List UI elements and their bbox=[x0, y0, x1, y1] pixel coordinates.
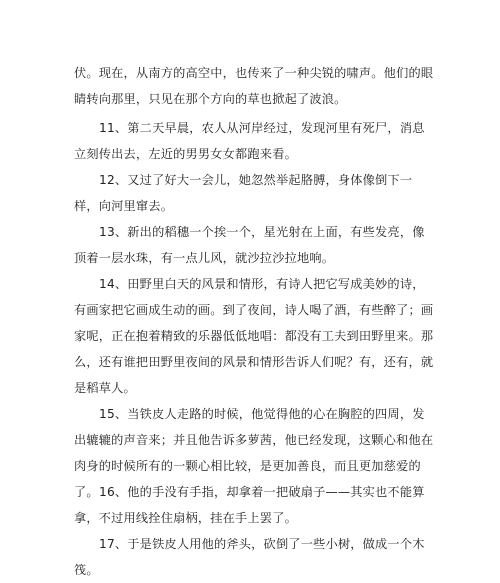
paragraph-16: 16、他的手没有手指，却拿着一把破扇子——其实也不能算拿，不过用线拴住扇柄，挂在手上罢了。 bbox=[74, 485, 425, 525]
paragraph-13: 13、新出的稻穗一个挨一个，星光射在上面，有些发亮，像顶着一层水珠，有一点儿风，就沙拉沙拉地响。 bbox=[74, 225, 425, 265]
paragraph-14: 14、田野里白天的风景和情形，有诗人把它写成美妙的诗，有画家把它画成生动的画。到了夜间，诗人喝了酒，有些醉了；画家呢，正在抱着精致的乐器低低地唱：都没有工夫到田野里来。那么，还有谁把田野里夜间的风景和情形告诉人们呢？有，还有，就是稻草人。 bbox=[74, 277, 434, 395]
paragraph-17: 17、于是铁皮人用他的斧头，砍倒了一些小树，做成一个木筏。 bbox=[74, 537, 425, 577]
paragraph-12: 12、又过了好大一会儿，她忽然举起胳膊，身体像倒下一样，向河里窜去。 bbox=[74, 173, 413, 213]
paragraph-11: 11、第二天早晨，农人从河岸经过，发现河里有死尸，消息立刻传出去，左近的男男女女都跑来看。 bbox=[74, 121, 425, 161]
paragraph-15: 15、当铁皮人走路的时候，他觉得他的心在胸腔的四周，发出辘辘的声音来；并且他告诉多萝茜，他已经发现，这颗心和他在肉身的时候所有的一颗心相比较，是更加善良，而且更加慈爱的了。 bbox=[74, 407, 434, 499]
paragraph-continuation: 伏。现在，从南方的高空中，也传来了一种尖锐的啸声。他们的眼睛转向那里，只见在那个方向的草也掀起了波浪。 bbox=[74, 66, 434, 106]
